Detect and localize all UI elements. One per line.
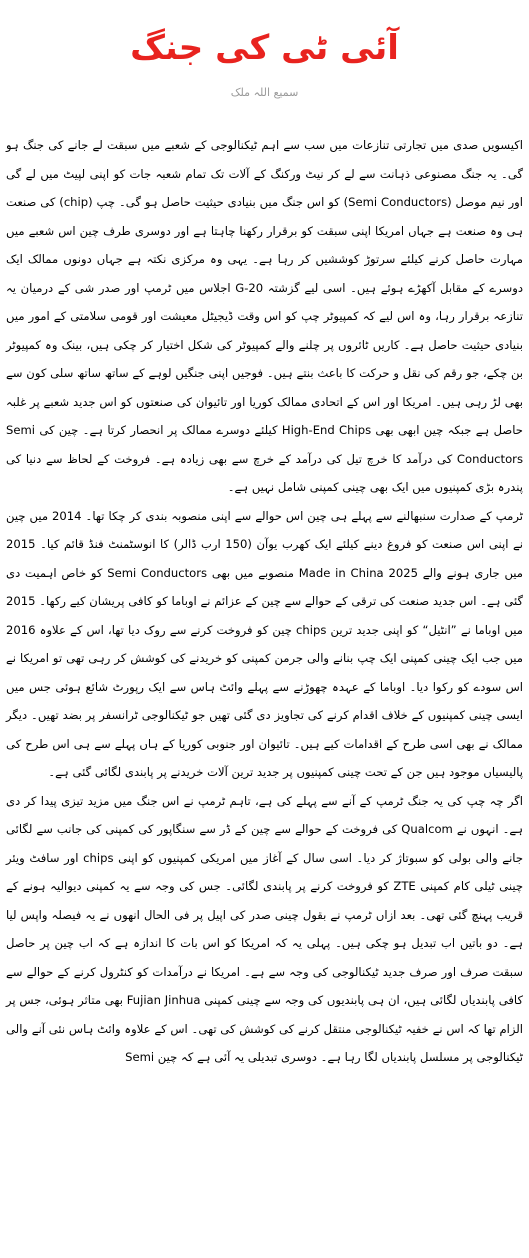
- article-title: آئی ٹی کی جنگ: [130, 28, 399, 68]
- article-body: [6, 131, 523, 1072]
- paragraph-1: اکیسویں صدی میں تجارتی تنازعات میں سب سے اہم ٹیکنالوجی کے شعبے میں سبقت لے جانے کی جنگ ہو گی۔ یہ جنگ مصنوعی ذہانت سے لے کر نیٹ ورکنگ کے آلات تک تمام شعبہ جات کو اپنی لپیٹ میں لے گی اور نیم موصل (Semi Conductors) کو اس جنگ میں بنیادی حیثیت حاصل ہو گی۔ چپ (chip) کی صنعت ہی وہ صنعت ہے جہاں امریکا اپنی سبقت کو برقرار رکھنا چاہتا ہے اور دوسری طرف چین اس شعبے میں مہارت حاصل کرنے کیلئے سرتوڑ کوششیں کر رہا ہے۔ یہی وہ مرکزی نکتہ ہے جہاں دونوں ممالک ایک دوسرے کے مقابل آکھڑے ہوئے ہیں۔ اسی لیے گزشتہ G-20 اجلاس میں ٹرمپ اور صدر شی کے درمیان یہ تنازعہ برقرار رہا، وہ اس لیے کہ کمپیوٹر چپ کو اس وقت ڈیجیٹل معیشت اور قومی سلامتی کے امور میں بنیادی حیثیت حاصل ہے۔ کاریں ٹائروں پر چلنے والے کمپیوٹر کی شکل اختیار کر چکی ہیں، بینک وہ کمپیوٹر بن چکے، جو رقم کی نقل و حرکت کا باعث بنتے ہیں۔ فوجیں اپنی جنگیں لوہے کے ساتھ ساتھ سلی کون سے بھی لڑ رہی ہیں۔ امریکا اور اس کے اتحادی ممالک کوریا اور تائیوان کی صنعتوں کو اس جدید شعبے پر غلبہ حاصل ہے جبکہ چین ابھی بھی High-End Chips کیلئے دوسرے ممالک پر انحصار کرتا ہے۔ چین کی Semi Conductors کی درآمد کا خرچ تیل کی درآمد کے خرچ سے بھی زیادہ ہے۔ فروخت کے لحاظ سے دنیا کی پندرہ بڑی کمپنیوں میں ایک بھی چینی کمپنی شامل نہیں ہے۔: [6, 138, 523, 494]
- author-byline: سمیع اللہ ملک: [230, 86, 299, 99]
- paragraph-3: اگر چہ چپ کی یہ جنگ ٹرمپ کے آنے سے پہلے کی ہے، تاہم ٹرمپ نے اس جنگ میں مزید تیزی پیدا کر دی ہے۔ انہوں نے Qualcom کی فروخت کے حوالے سے چین کے ڈر سے سنگاپور کی کمپنی کی جانب سے لگائی جانے والی بولی کو سبوتاژ کر دیا۔ اسی سال کے آغاز میں امریکی کمپنیوں کو اپنی chips اور سافٹ ویئر چینی ٹیلی کام کمپنی ZTE کو فروخت کرنے پر پابندی لگائی۔ جس کی وجہ سے یہ کمپنی دیوالیہ ہونے کے قریب پہنچ گئی تھی۔ بعد ازاں ٹرمپ نے بقول چینی صدر کی اپیل پر فی الحال انھوں نے یہ فیصلہ واپس لیا ہے۔ دو باتیں اب تبدیل ہو چکی ہیں۔ پہلی یہ کہ امریکا کو اس بات کا اندازہ ہے کہ اب چین پر حاصل سبقت صرف اور صرف جدید ٹیکنالوجی کی وجہ سے ہے۔ امریکا نے درآمدات کو کنٹرول کرنے کے حوالے سے کافی پابندیاں لگائی ہیں، ان ہی پابندیوں کی وجہ سے چینی کمپنی Fujian Jinhua بھی متاثر ہوئی، جس پر الزام تھا کہ اس نے خفیہ ٹیکنالوجی منتقل کرنے کی کوشش کی تھی۔ اس کے علاوہ وائٹ ہاس نئی آنے والی ٹیکنالوجی پر مسلسل پابندیاں لگا رہا ہے۔ دوسری تبدیلی یہ آئی ہے کہ چین Semi: [6, 793, 523, 1064]
- paragraph-2: ٹرمپ کے صدارت سنبھالنے سے پہلے ہی چین اس حوالے سے اپنی منصوبہ بندی کر چکا تھا۔ 2014 میں چین نے اپنی اس صنعت کو فروغ دینے کیلئے ایک کھرب یوآن (150 ارب ڈالر) کا انوسٹمنٹ فنڈ قائم کیا۔ 2015 میں جاری ہونے والے Made in China 2025 منصوبے میں بھی Semi Conductors کو خاص اہمیت دی گئی ہے۔ اس جدید صنعت کی ترقی کے حوالے سے چین کے عزائم نے اوباما کو کافی پریشان کیے رکھا۔ 2015 میں اوباما نے ”انٹیل“ کو اپنی جدید ترین chips چین کو فروخت کرنے سے روک دیا تھا، اس کے علاوہ 2016 میں جب ایک چینی کمپنی ایک چپ بنانے والی جرمن کمپنی کو خریدنے کی کوشش کر رہی تھی تو امریکا نے اس سودے کو رکوا دیا۔ اوباما کے عہدہ چھوڑنے سے پہلے وائٹ ہاس سے ایک رپورٹ شائع ہوئی جس میں ایسی چینی کمپنیوں کے خلاف اقدام کرنے کی تجاویز دی گئی تھیں جو ٹیکنالوجی ٹرانسفر پر بضد تھیں۔ دیگر ممالک نے بھی اسی طرح کے اقدامات کیے ہیں۔ تائیوان اور جنوبی کوریا کے ہاں پہلے سے ہی اس طرح کی پالیسیاں موجود ہیں جن کے تحت چینی کمپنیوں پر جدید ترین آلات خریدنے پر پابندی لگائی گئی ہے۔: [6, 508, 524, 779]
